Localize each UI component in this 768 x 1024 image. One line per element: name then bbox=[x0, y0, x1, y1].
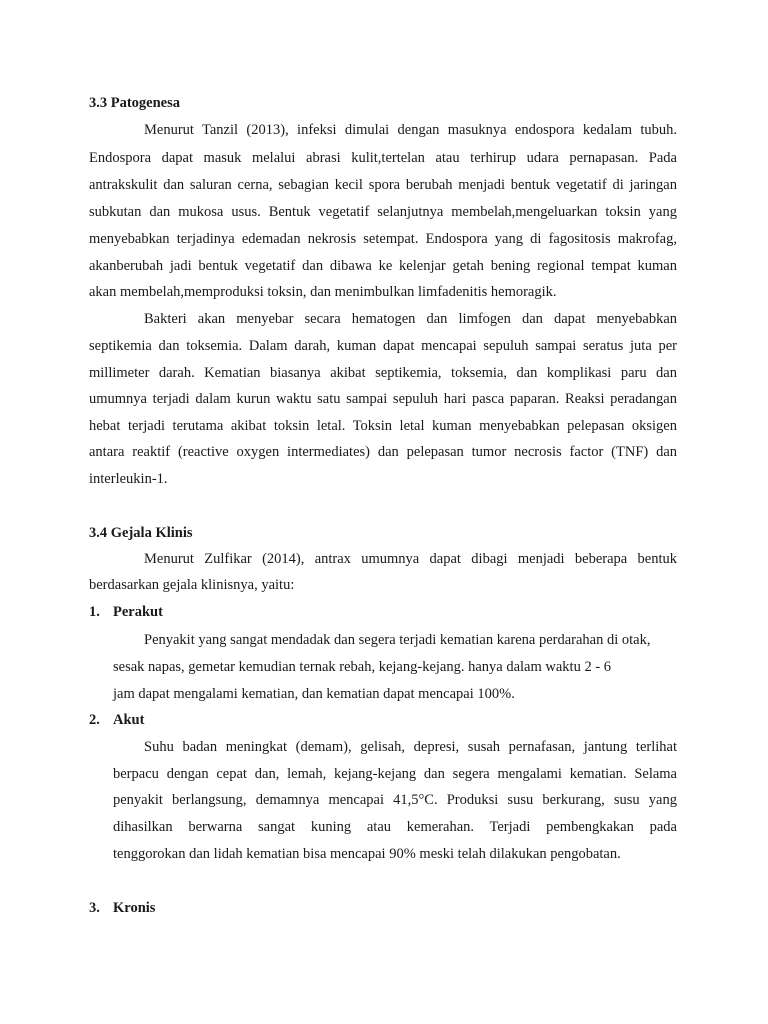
paragraph-line: akanberubah jadi bentuk vegetatif dan dibawa ke kelenjar getah bening regional tempat kuman bbox=[89, 258, 677, 274]
paragraph-line: Penyakit yang sangat mendadak dan segera terjadi kematian karena perdarahan di otak, bbox=[144, 632, 651, 648]
section-heading-gejala-klinis: 3.4 Gejala Klinis bbox=[89, 525, 193, 541]
list-label: Kronis bbox=[113, 900, 156, 916]
paragraph-line: hebat terjadi terutama akibat toksin letal. Toksin letal kuman menyebabkan pelepasan oksigen bbox=[89, 418, 677, 434]
list-item-akut bbox=[89, 711, 145, 729]
paragraph-line: tenggorokan dan lidah kematian bisa mencapai 90% meski telah dilakukan pengobatan. bbox=[113, 846, 621, 862]
list-label: Akut bbox=[113, 712, 145, 728]
paragraph-line: sesak napas, gemetar kemudian ternak rebah, kejang-kejang. hanya dalam waktu 2 - 6 bbox=[113, 659, 612, 675]
paragraph-line: antrakskulit dan saluran cerna, sebagian kecil spora berubah menjadi bentuk vegetatif di jaringan bbox=[89, 177, 677, 193]
paragraph-line: millimeter darah. Kematian biasanya akibat septikemia, toksemia, dan komplikasi paru dan bbox=[89, 365, 677, 381]
paragraph-line: Menurut Zulfikar (2014), antrax umumnya dapat dibagi menjadi beberapa bentuk bbox=[144, 551, 677, 567]
paragraph-line: dihasilkan berwarna sangat kuning atau kemerahan. Terjadi pembengkakan pada bbox=[113, 819, 677, 835]
paragraph-line: antara reaktif (reactive oxygen intermediates) dan pelepasan tumor necrosis factor (TNF) dan bbox=[89, 444, 677, 460]
paragraph-line: umumnya terjadi dalam kurun waktu satu sampai sepuluh hari pasca paparan. Reaksi peradangan bbox=[89, 391, 677, 407]
paragraph-line: Endospora dapat masuk melalui abrasi kulit,tertelan atau terhirup udara pernapasan. Pada bbox=[89, 150, 677, 166]
list-item-perakut bbox=[89, 603, 163, 621]
paragraph-line: akan membelah,memproduksi toksin, dan menimbulkan limfadenitis hemoragik. bbox=[89, 284, 557, 300]
paragraph-line: Menurut Tanzil (2013), infeksi dimulai dengan masuknya endospora kedalam tubuh. bbox=[144, 122, 677, 138]
paragraph-line: Bakteri akan menyebar secara hematogen dan limfogen dan dapat menyebabkan bbox=[144, 311, 677, 327]
list-number: 1. bbox=[89, 604, 100, 620]
paragraph-line: Suhu badan meningkat (demam), gelisah, depresi, susah pernafasan, jantung terlihat bbox=[144, 739, 677, 755]
list-item-kronis bbox=[89, 899, 156, 917]
list-number: 2. bbox=[89, 712, 100, 728]
paragraph-line: berpacu dengan cepat dan, lemah, kejang-kejang dan segera mengalami kematian. Selama bbox=[113, 766, 677, 782]
paragraph-line: jam dapat mengalami kematian, dan kematian dapat mencapai 100%. bbox=[113, 686, 515, 702]
paragraph-line: interleukin-1. bbox=[89, 471, 168, 487]
paragraph-line: subkutan dan mukosa usus. Bentuk vegetatif selanjutnya membelah,mengeluarkan toksin yang bbox=[89, 204, 677, 220]
paragraph-line: penyakit berlangsung, demamnya mencapai 41,5°C. Produksi susu berkurang, susu yang bbox=[113, 792, 677, 808]
paragraph-line: septikemia dan toksemia. Dalam darah, kuman dapat mencapai sepuluh sampai seratus juta per bbox=[89, 338, 677, 354]
list-number: 3. bbox=[89, 900, 100, 916]
list-label: Perakut bbox=[113, 604, 163, 620]
paragraph-line: menyebabkan terjadinya edemadan nekrosis setempat. Endospora yang di fagositosis makrofag, bbox=[89, 231, 677, 247]
paragraph-line: berdasarkan gejala klinisnya, yaitu: bbox=[89, 577, 295, 593]
section-heading-patogenesa: 3.3 Patogenesa bbox=[89, 95, 181, 111]
